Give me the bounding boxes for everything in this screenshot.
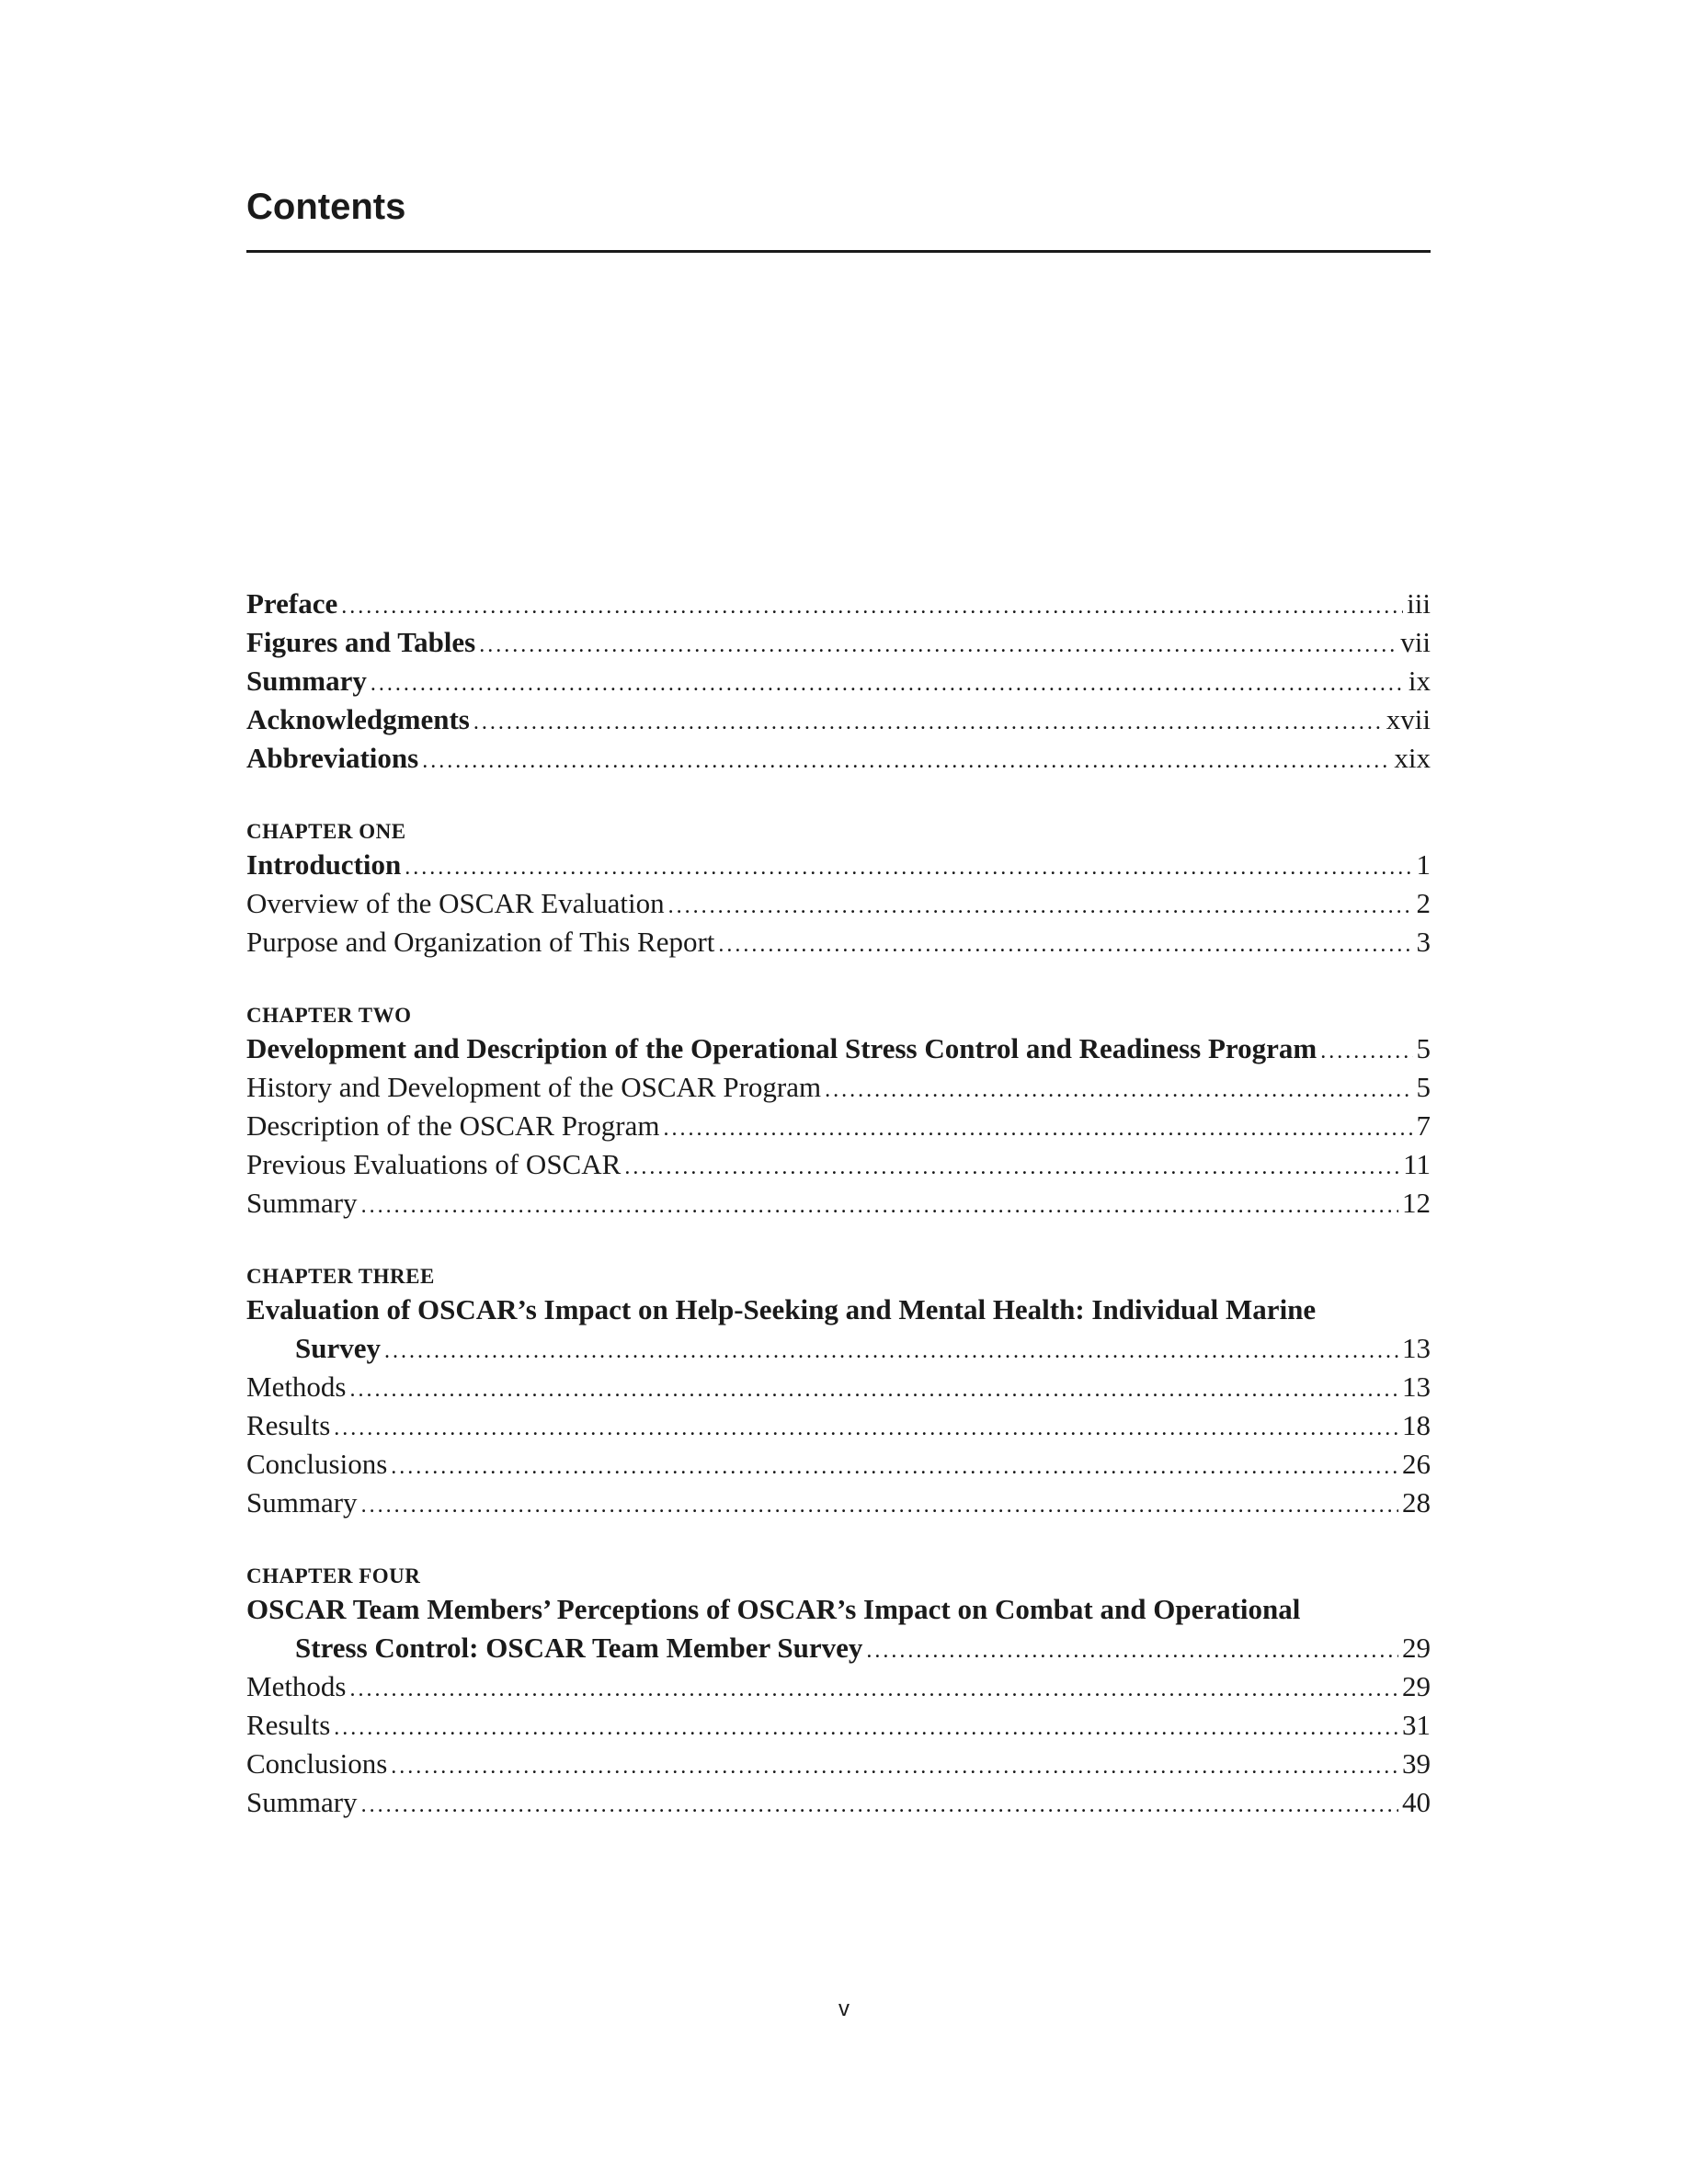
toc-entry-acknowledgments[interactable] — [246, 700, 1431, 739]
toc-entry-page: ix — [1408, 665, 1431, 697]
toc-entry-page: 31 — [1402, 1709, 1431, 1741]
toc-entry-label: Preface — [246, 587, 338, 620]
dot-leader — [334, 1709, 1398, 1747]
toc-entry-section[interactable] — [246, 1368, 1431, 1406]
toc-entry-section[interactable] — [246, 1667, 1431, 1706]
dot-leader — [866, 1632, 1398, 1670]
toc-entry-label: Methods — [246, 1670, 347, 1702]
toc-entry-label: Abbreviations — [246, 742, 419, 774]
toc-entry-label: Summary — [246, 1786, 358, 1818]
toc-entry-label: Figures and Tables — [246, 626, 476, 658]
toc-entry-page: xix — [1394, 742, 1431, 774]
toc-entry-page: 40 — [1402, 1786, 1431, 1818]
toc-entry-chapter-title[interactable] — [246, 1029, 1431, 1068]
dot-leader — [361, 1187, 1398, 1225]
toc-entry-page: 5 — [1416, 1032, 1431, 1064]
toc-entry-section[interactable] — [246, 1107, 1431, 1145]
toc-entry-label: Description of the OSCAR Program — [246, 1109, 660, 1142]
dot-leader — [479, 626, 1397, 665]
toc-entry-page: 39 — [1402, 1747, 1431, 1780]
toc-entry-label: Purpose and Organization of This Report — [246, 926, 715, 958]
toc-entry-label: History and Development of the OSCAR Program — [246, 1071, 822, 1103]
dot-leader — [663, 1109, 1412, 1148]
toc-entry-page: 13 — [1402, 1332, 1431, 1364]
dot-leader — [422, 742, 1390, 780]
toc-entry-section[interactable] — [246, 884, 1431, 923]
toc-entry-label: Acknowledgments — [246, 703, 470, 735]
page-number: v — [838, 1996, 850, 2021]
toc-entry-preface[interactable] — [246, 585, 1431, 623]
dot-leader — [624, 1148, 1399, 1187]
toc-entry-page: iii — [1407, 587, 1431, 620]
toc-entry-page: 13 — [1402, 1371, 1431, 1403]
toc-entry-chapter-title[interactable] — [246, 846, 1431, 884]
dot-leader — [361, 1786, 1398, 1825]
toc-entry-section[interactable] — [246, 1184, 1431, 1223]
toc-entry-page: 29 — [1402, 1670, 1431, 1702]
toc-entry-label: Overview of the OSCAR Evaluation — [246, 887, 665, 919]
toc-entry-page: 11 — [1403, 1148, 1431, 1180]
toc-entry-abbreviations[interactable] — [246, 739, 1431, 778]
dot-leader — [668, 887, 1413, 926]
toc-entry-chapter-title[interactable] — [246, 1629, 1431, 1667]
dot-leader — [391, 1747, 1398, 1786]
toc-entry-section[interactable] — [246, 1445, 1431, 1484]
toc-entry-section[interactable] — [246, 923, 1431, 961]
chapter-label: CHAPTER THREE — [246, 1265, 435, 1288]
toc-entry-page: 3 — [1416, 926, 1431, 958]
toc-entry-section[interactable] — [246, 1783, 1431, 1822]
chapter-title-line[interactable]: Evaluation of OSCAR’s Impact on Help-Seeking and Mental Health: Individual Marine — [246, 1293, 1317, 1325]
toc-entry-page: 18 — [1402, 1409, 1431, 1441]
dot-leader — [405, 848, 1412, 887]
toc-entry-section[interactable] — [246, 1484, 1431, 1522]
chapter-label: CHAPTER TWO — [246, 1004, 412, 1027]
toc-entry-section[interactable] — [246, 1068, 1431, 1107]
toc-entry-page: 12 — [1402, 1187, 1431, 1219]
dot-leader — [341, 587, 1403, 626]
chapter-label: CHAPTER ONE — [246, 820, 406, 843]
dot-leader — [361, 1486, 1398, 1525]
toc-entry-section[interactable] — [246, 1706, 1431, 1745]
dot-leader — [718, 926, 1412, 964]
toc-entry-label: Summary — [246, 1187, 358, 1219]
dot-leader — [391, 1448, 1398, 1486]
title-rule — [246, 250, 1431, 253]
chapter-label: CHAPTER FOUR — [246, 1564, 421, 1587]
toc-entry-page: 28 — [1402, 1486, 1431, 1519]
toc-entry-page: 2 — [1416, 887, 1431, 919]
toc-entry-label: Introduction — [246, 848, 402, 881]
toc-entry-label: Survey — [295, 1332, 381, 1364]
toc-entry-label: Conclusions — [246, 1747, 388, 1780]
toc-entry-label: Previous Evaluations of OSCAR — [246, 1148, 622, 1180]
toc-entry-figures-and-tables[interactable] — [246, 623, 1431, 662]
toc-entry-section[interactable] — [246, 1745, 1431, 1783]
page-title: Contents — [246, 187, 406, 227]
toc-entry-label: Methods — [246, 1371, 347, 1403]
dot-leader — [1320, 1032, 1412, 1071]
toc-entry-label: Stress Control: OSCAR Team Member Survey — [295, 1632, 863, 1664]
toc-entry-label: Results — [246, 1709, 331, 1741]
toc-entry-label: Summary — [246, 1486, 358, 1519]
toc-entry-chapter-title[interactable] — [246, 1329, 1431, 1368]
dot-leader — [350, 1670, 1399, 1709]
toc-entry-page: 7 — [1416, 1109, 1431, 1142]
dot-leader — [371, 665, 1405, 703]
dot-leader — [350, 1371, 1399, 1409]
toc-entry-label: Summary — [246, 665, 367, 697]
dot-leader — [384, 1332, 1398, 1371]
table-of-contents — [246, 585, 1431, 1822]
toc-entry-page: 29 — [1402, 1632, 1431, 1664]
toc-entry-page: 1 — [1416, 848, 1431, 881]
chapter-title-line[interactable]: OSCAR Team Members’ Perceptions of OSCAR’s Impact on Combat and Operational — [246, 1593, 1301, 1625]
dot-leader — [473, 703, 1383, 742]
dot-leader — [825, 1071, 1412, 1109]
toc-entry-page: 26 — [1402, 1448, 1431, 1480]
toc-entry-label: Conclusions — [246, 1448, 388, 1480]
toc-entry-label: Development and Description of the Operational Stress Control and Readiness Program — [246, 1032, 1317, 1064]
toc-entry-section[interactable] — [246, 1145, 1431, 1184]
toc-entry-summary[interactable] — [246, 662, 1431, 700]
toc-entry-section[interactable] — [246, 1406, 1431, 1445]
toc-entry-page: vii — [1400, 626, 1431, 658]
toc-entry-page: xvii — [1386, 703, 1431, 735]
toc-entry-page: 5 — [1416, 1071, 1431, 1103]
dot-leader — [334, 1409, 1398, 1448]
toc-entry-label: Results — [246, 1409, 331, 1441]
